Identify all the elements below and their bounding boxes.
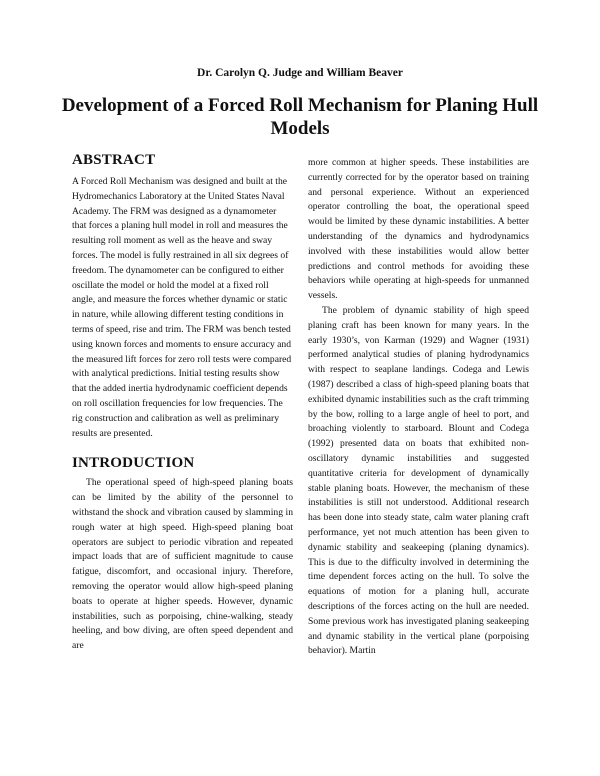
paper-title: Development of a Forced Roll Mechanism for Planing Hull Models xyxy=(61,95,539,139)
intro-paragraph-2: The problem of dynamic stability of high speed planing craft has been known for many years. In the early 1930’s, von Karman (1929) and Wagner (1931) performed analytical studies of planing hydrodynamics with respect to seaplane landings. Codega and Lewis (1987) described a class of high-speed planing boats that exhibited dynamic instabilities such as the craft trimming by the bow, rolling to a large angle of heel to port, and broaching violently to starboard. Blount and Codega (1992) presented data on boats that exhibited non-oscillatory dynamic instabilities and suggested quantitative criteria for development of dynamically stable planing boats. However, the mechanism of these instabilities is still not understood. Additional research has been done into steady state, calm water planing craft performance, yet not much attention has been given to dynamic stability and seakeeping (planing dynamics). This is due to the difficulty involved in determining the time dependent forces acting on the hull. To solve the equations of motion for a planing hull, accurate descriptions of the forces acting on the hull are needed. Some previous work has investigated planing seakeeping and dynamic stability in the vertical plane (porpoising behavior). Martin xyxy=(308,304,529,657)
right-column xyxy=(308,156,529,659)
introduction-heading: INTRODUCTION xyxy=(72,455,195,472)
abstract-text: A Forced Roll Mechanism was designed and built at the Hydromechanics Laboratory at the United States Naval Academy. The FRM was designed as a dynamometer that forces a planing hull model in roll and measures the resulting roll moment as well as the heave and sway forces. The model is fully restrained in all six degrees of freedom. The dynamometer can be configured to either oscillate the model or hold the model at a fixed roll angle, and measure the forces whether dynamic or static in nature, while allowing different testing conditions in terms of speed, rise and trim. The FRM was bench tested using known forces and moments to ensure accuracy and the measured lift forces for zero roll tests were compared with analytical predictions. Initial testing results show that the added inertia hydrodynamic coefficient depends on roll oscillation frequencies for low frequencies. The rig construction and calibration as well as preliminary results are presented. xyxy=(72,176,292,439)
intro-paragraph-1: The operational speed of high-speed planing boats can be limited by the ability of the personnel to withstand the shock and vibration caused by slamming in rough water at high speed. High-speed planing boat operators are subject to periodic vibration and repeated impact loads that are of sufficient magnitude to cause fatigue, discomfort, and occasional injury. Therefore, removing the operator would allow high-speed planing boats to operate at higher speeds. However, dynamic instabilities, such as porpoising, chine-walking, steady heeling, and bow diving, are often speed dependent and are xyxy=(72,477,293,652)
author-line: Dr. Carolyn Q. Judge and William Beaver xyxy=(197,67,403,79)
left-column xyxy=(72,152,293,654)
intro-paragraph-1-continued: more common at higher speeds. These instabilities are currently corrected for by the operator based on training and personal experience. Without an experienced operator controlling the boat, the operational speed would be limited by these dynamic instabilities. A better understanding of the dynamics and hydrodynamics involved with these instabilities would allow better predictions and control methods for avoiding these behaviors while operating at high-speeds for unmanned vessels. xyxy=(308,157,529,302)
abstract-heading: ABSTRACT xyxy=(72,152,156,168)
